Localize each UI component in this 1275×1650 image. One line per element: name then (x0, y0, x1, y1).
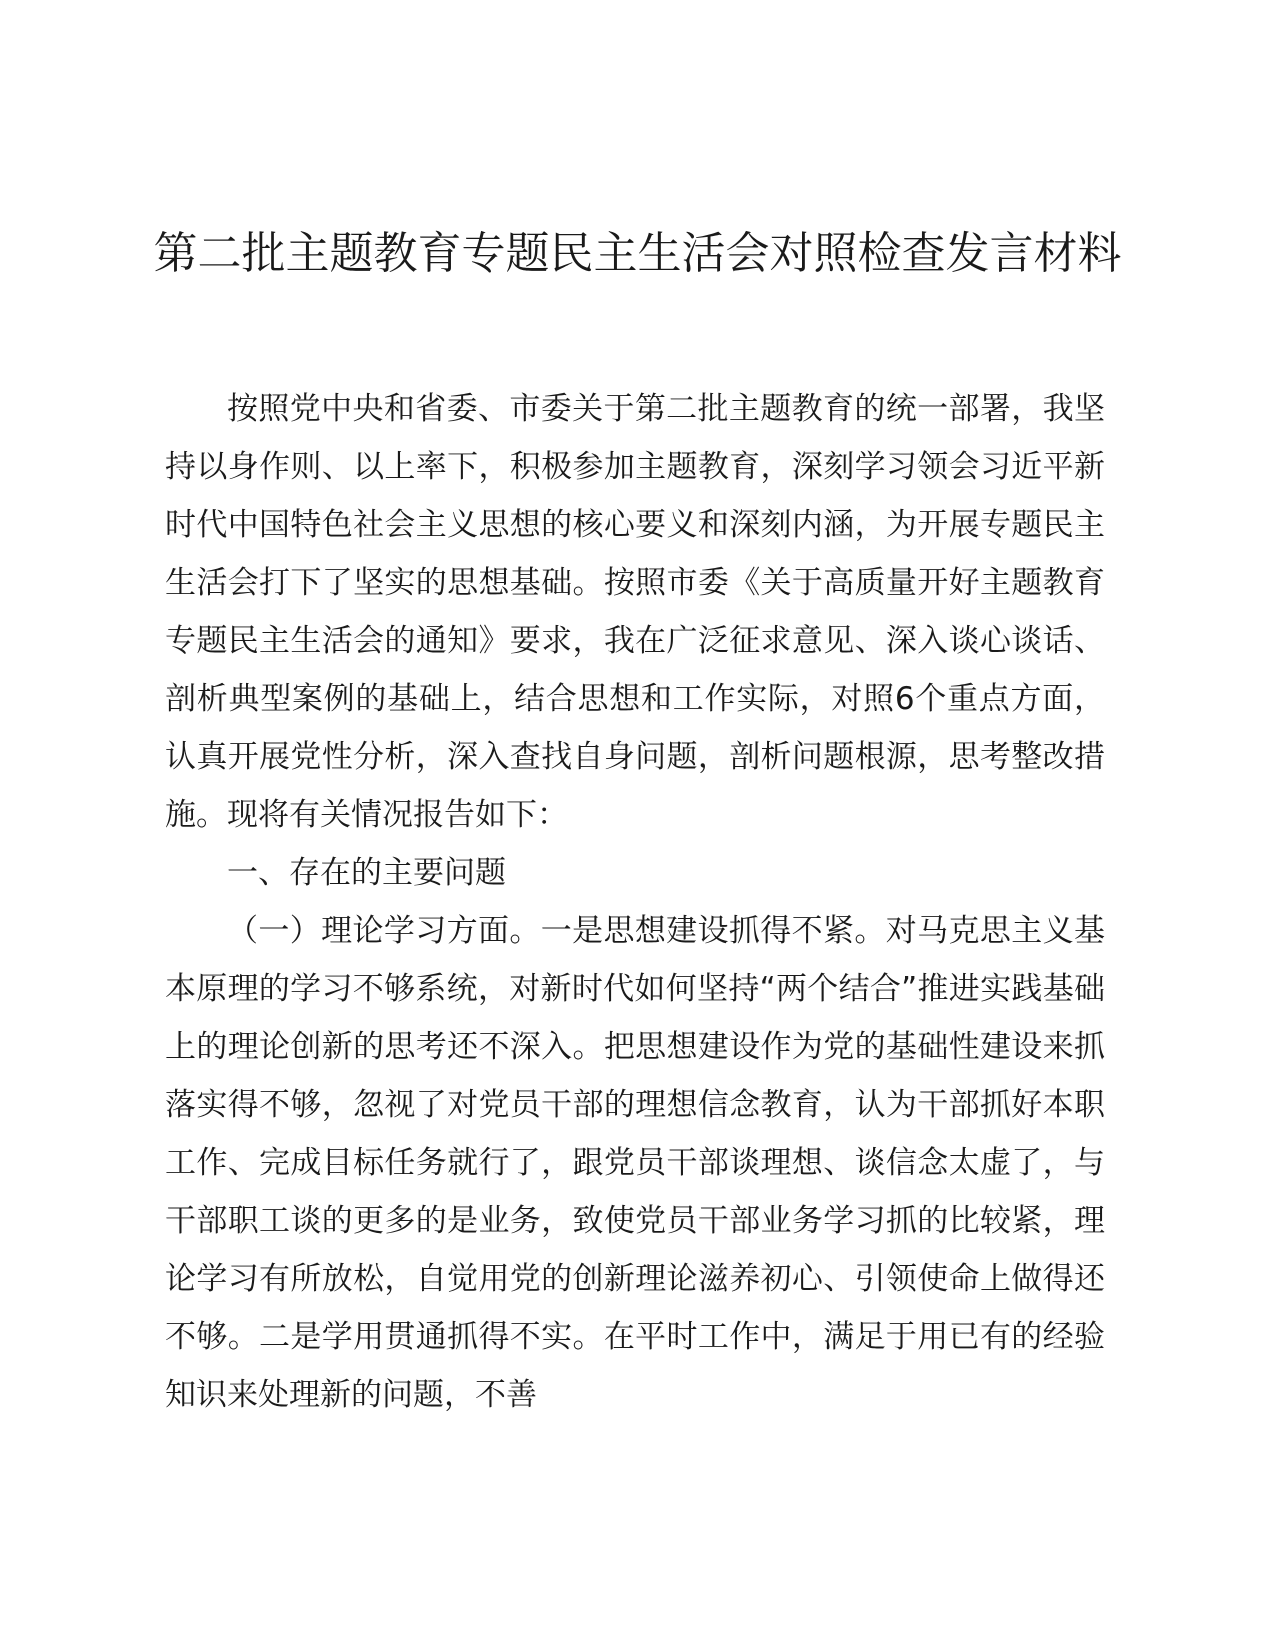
paragraph-theory-study: （一）理论学习方面。一是思想建设抓得不紧。对马克思主义基本原理的学习不够系统，对新时代如何坚持“两个结合”推进实践基础上的理论创新的思考还不深入。把思想建设作为党的基础性建设来抓落实得不够，忽视了对党员干部的理想信念教育，认为干部抓好本职工作、完成目标任务就行了，跟党员干部谈理想、谈信念太虚了，与干部职工谈的更多的是业务，致使党员干部业务学习抓的比较紧，理论学习有所放松，自觉用党的创新理论滋养初心、引领使命上做得还不够。二是学用贯通抓得不实。在平时工作中，满足于用已有的经验知识来处理新的问题，不善 (165, 913, 1105, 1413)
paragraph-intro: 按照党中央和省委、市委关于第二批主题教育的统一部署，我坚持以身作则、以上率下，积极参加主题教育，深刻学习领会习近平新时代中国特色社会主义思想的核心要义和深刻内涵，为开展专题民主生活会打下了坚实的思想基础。按照市委《关于高质量开好主题教育专题民主生活会的通知》要求，我在广泛征求意见、深入谈心谈话、剖析典型案例的基础上，结合思想和工作实际，对照6个重点方面，认真开展党性分析，深入查找自身问题，剖析问题根源，思考整改措施。现将有关情况报告如下： (165, 391, 1105, 833)
section-heading: 一、存在的主要问题 (227, 855, 506, 891)
document-body (165, 380, 1105, 1424)
document-title: 第二批主题教育专题民主生活会对照检查发言材料 (153, 228, 1122, 279)
